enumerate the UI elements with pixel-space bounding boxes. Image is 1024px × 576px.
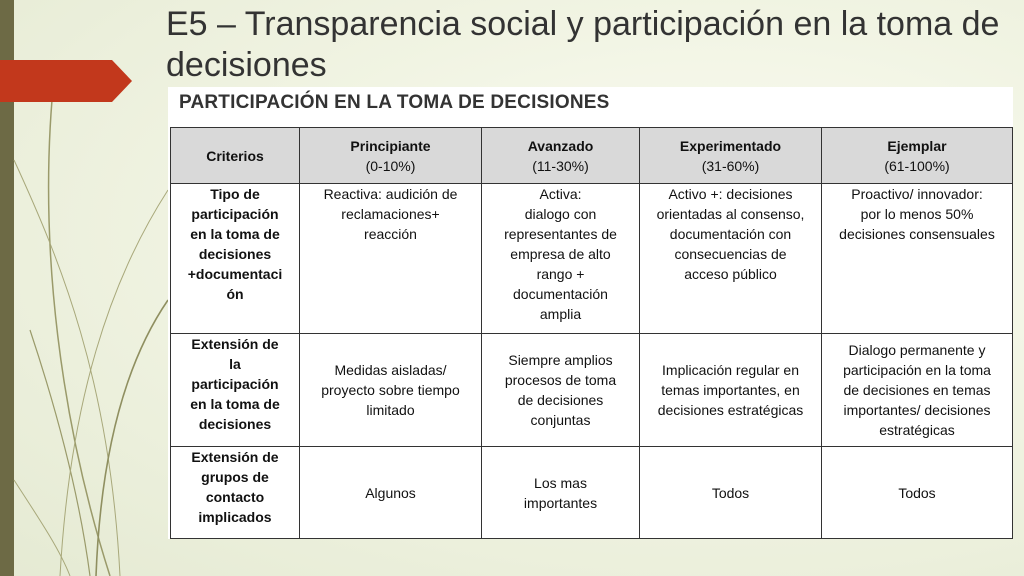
cell-text: Proactivo/ innovador: por lo menos 50% decisiones consensuales: [839, 186, 995, 242]
row-label: [171, 334, 300, 447]
row-label-text: Extensión de grupos de contacto implicados: [191, 449, 279, 525]
cell-text: Medidas aisladas/ proyecto sobre tiempo limitado: [321, 362, 460, 418]
level-name: Principiante: [350, 137, 431, 154]
row-label-text: Tipo de participación en la toma de decisiones +documentaci ón: [187, 186, 283, 302]
slide-title: E5 – Transparencia social y participación en la toma de decisiones: [166, 5, 1000, 84]
panel-heading: PARTICIPACIÓN EN LA TOMA DE DECISIONES: [179, 92, 610, 113]
column-header-criterios: Criterios: [171, 128, 300, 184]
row-label: [171, 447, 300, 539]
level-range: (61-100%): [884, 157, 950, 174]
rubric-panel: [168, 87, 1013, 539]
column-header-ejemplar: [822, 128, 1013, 184]
table-cell: [822, 447, 1013, 539]
level-range: (31-60%): [701, 157, 760, 174]
table-cell: [300, 447, 482, 539]
table-cell: [482, 334, 640, 447]
row-label: [171, 184, 300, 334]
table-cell: [822, 334, 1013, 447]
table-cell: [300, 334, 482, 447]
cell-text: Todos: [898, 484, 936, 501]
table-cell: [822, 184, 1013, 334]
level-range: (11-30%): [532, 157, 589, 174]
table-cell: [482, 184, 640, 334]
cell-text: Activo +: decisiones orientadas al consenso, documentación con consecuencias de acceso público: [656, 186, 805, 282]
table-row-extension-grupos: [171, 447, 1013, 539]
cell-text: Siempre amplios procesos de toma de decisiones conjuntas: [504, 352, 617, 428]
table-cell: [640, 334, 822, 447]
row-label-text: Extensión de la participación en la toma de decisiones: [190, 336, 280, 432]
level-name: Avanzado: [527, 137, 594, 154]
red-arrow-marker: [0, 60, 132, 102]
table-header-row: [171, 128, 1013, 184]
table-cell: [300, 184, 482, 334]
level-name: Ejemplar: [887, 137, 947, 154]
rubric-table: [170, 127, 1013, 539]
cell-text: Reactiva: audición de reclamaciones+ reacción: [323, 186, 458, 242]
table-cell: [640, 447, 822, 539]
table-row-tipo-participacion: [171, 184, 1013, 334]
cell-text: Dialogo permanente y participación en la toma de decisiones en temas importantes/ decisiones estratégicas: [843, 342, 991, 438]
level-range: (0-10%): [365, 157, 416, 174]
column-header-experimentado: [640, 128, 822, 184]
cell-text: Todos: [711, 484, 750, 501]
table-cell: [640, 184, 822, 334]
level-name: Experimentado: [679, 137, 782, 154]
cell-text: Los mas importantes: [523, 474, 598, 511]
cell-text: Implicación regular en temas importantes, en decisiones estratégicas: [657, 362, 804, 418]
column-header-avanzado: [482, 128, 640, 184]
cell-text: Algunos: [365, 484, 416, 501]
column-header-principiante: [300, 128, 482, 184]
table-cell: [482, 447, 640, 539]
cell-text: Activa: dialogo con representantes de empresa de alto rango + documentación amplia: [504, 186, 617, 322]
table-row-extension-participacion: [171, 334, 1013, 447]
